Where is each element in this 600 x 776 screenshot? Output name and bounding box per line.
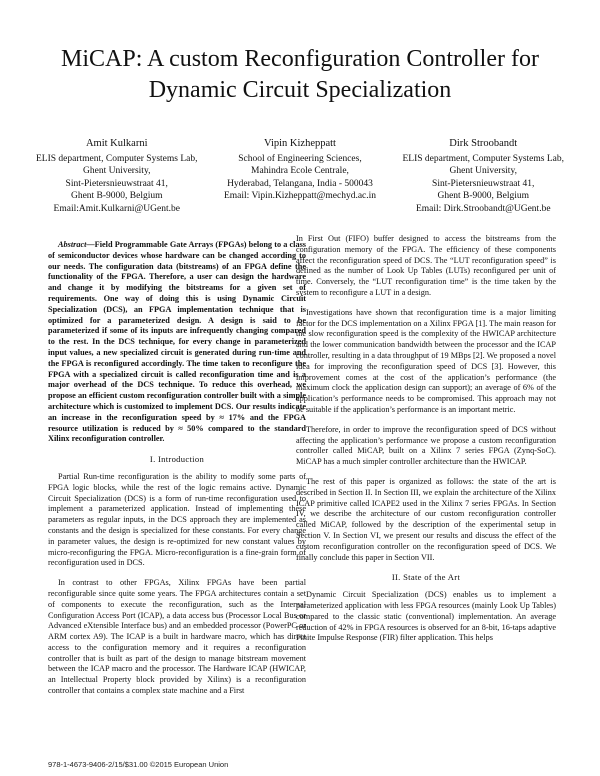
affiliation-line: Sint-Pietersnieuwstraat 41, [432,178,535,189]
section-heading-state-of-the-art: II. State of the Art [391,572,461,583]
author-1 [36,138,197,216]
abstract-text: Field Programmable Gate Arrays (FPGAs) belong to a class of semiconductor devices whose hardware can be changed according to our needs. The configuration data (bitstreams) of an FPGA define the functionality of the FPGA. Therefore, a user can design the hardware and change it by modifying the bitstreams for a given set of requirements. One way of doing this is using Dynamic Circuit Specialization (DCS), an FPGA implementation technique that is optimized for a parameterized design. A design is said to be parameterized if some of its inputs are infrequently changing compared to the rest. In the DCS technique, for every change in parameterized input values, a new specialized circuit is generated during run-time and the FPGA is reconfigured accordingly. The time taken to reconfigure the FPGA with a specialized circuit is called reconfiguration time and is a major overhead of the DCS technique. To reduce this overhead, we propose an efficient custom reconfiguration controller built with a simple architecture which is customized to implement DCS. Our results indicate an increase in the reconfiguration speed by ≈ 17% and the FPGA resource utilization is reduced by ≈ 50% compared to the standard Xilinx reconfiguration controller. [48,240,306,444]
author-name: Dirk Stroobandt [449,138,518,149]
author-email: Email:Amit.Kulkarni@UGent.be [53,203,180,214]
affiliation-line: Ghent University, [83,166,151,177]
affiliation-line: ELIS department, Computer Systems Lab, [36,153,198,164]
author-email: Email: Vipin.Kizheppatt@mechyd.ac.in [223,191,377,202]
paper-title [40,44,560,106]
author-block [36,138,564,216]
affiliation-line: Ghent University, [449,166,517,177]
affiliation-line: Mahindra Ecole Centrale, [251,166,349,177]
paragraph: The rest of this paper is organized as follows: the state of the art is described in Section II. In Section III, we explain the architecture of the Xilinx ICAP primitive called ICAPE2 used in the Xilinx 7 series FPGAs. In Section IV, we describe the architecture of our custom reconfiguration controller called MiCAP, followed by the description of the experimental setup in Section V. In Section VI, we present our results and discuss the effect of the custom reconfiguration controller on the reconfiguration speed of DCS. We finally conclude this paper in Section VII. [296,476,557,562]
paragraph: In contrast to other FPGAs, Xilinx FPGAs have been partial reconfigurable since quite some years. The FPGA architectures contain a set of components to execute the reconfiguration, such as the Internal Configuration Access Port (ICAP), a data access bus (Processor Local Bus or Advanced eXtensible Interface bus) and an embedded processor (PowerPC or ARM cortex A9). The ICAP is a built in hardware macro, which has direct access to the configuration memory and it requires a reconfiguration controller that is built as part of the design to manage bitstream movement between the ICAP macro and the processor. The Hardware ICAP (HWICAP, an Intellectual Property block provided by Xilinx) is a reconfiguration controller that contains a complex state machine and a First [48,578,306,696]
right-column [296,234,556,653]
paragraph: Partial Run-time reconfiguration is the ability to modify some parts of FPGA logic blocks, while the rest of the logic remains active. Dynamic Circuit Specialization (DCS) is a form of run-time reconfiguration used to implement a parameterized application. Instead of implementing these parameters as regular inputs, in the DCS approach they are implemented as constants and the design is specialized for these constants. For every change in parameter values, the design is re-optimized for new constant values by micro-reconfiguring the FPGA. Micro-reconfiguration is a fine-grain form of reconfiguration used in DCS. [48,471,306,568]
affiliation-line: Ghent B-9000, Belgium [70,191,163,202]
author-name: Amit Kulkarni [85,138,148,149]
affiliation-line: Sint-Pietersnieuwstraat 41, [65,178,168,189]
left-column [48,240,306,706]
author-name: Vipin Kizheppatt [264,138,336,149]
affiliation-line: ELIS department, Computer Systems Lab, [402,153,564,164]
title-line-2: Dynamic Circuit Specialization [148,77,452,103]
abstract-label: Abstract— [58,240,95,249]
paragraph: Dynamic Circuit Specialization (DCS) enables us to implement a parameterized application with less FPGA resources (mainly Look Up Tables) compared to the classic static (conventional) implementation. An average reduction of 42% in FPGA resources is observed for an 8-bit, 16-taps adaptive Finite Impulse Response (FIR) filter application. This helps [296,590,556,643]
affiliation-line: Ghent B-9000, Belgium [437,191,530,202]
author-email: Email: Dirk.Stroobandt@UGent.be [415,203,551,214]
affiliation-line: Hyderabad, Telangana, India - 500043 [227,178,373,189]
copyright-footer: 978-1-4673-9406-2/15/$31.00 ©2015 European Union [48,760,229,769]
paragraph: Investigations have shown that reconfiguration time is a major limiting factor for the DCS implementation on a Xilinx FPGA [1]. The main reason for the slow reconfiguration speed is the complexity of the HWICAP architecture and the lower communication bandwidth between the processor and the ICAP controller, resulting in a data throughput of 19 MBps [2]. We proposed a novel idea for improving the reconfiguration speed of DCS [3]. However, this improvement comes at the cost of the application’s performance (the maximum clock the application design can support); an average of 6% of the application’s performance needs to be compromised. This approach may not be suitable if the application’s performance is an important metric. [296,307,556,414]
paragraph: In First Out (FIFO) buffer designed to access the bitstreams from the configuration memory of the FPGA. The efficiency of these components affect the reconfiguration speed of DCS. The “LUT reconfiguration speed” is defined as the number of Look Up Tables (LUTs) reconfigured per unit of time. Conversely, the “LUT reconfiguration time” is the time taken by the system to reconfigure a LUT in a design. [296,234,556,297]
affiliation-line: School of Engineering Sciences, [238,153,362,164]
author-3 [403,138,564,216]
title-line-1: MiCAP: A custom Reconfiguration Controller for [61,46,539,72]
paragraph: Therefore, in order to improve the reconfiguration speed of DCS without affecting the application’s performance we propose a custom reconfiguration controller called MiCAP, built on a Xilinx 7 series FPGA (Zynq-SoC). MiCAP has a much simpler controller architecture than the HWICAP. [296,424,556,467]
author-2 [224,138,376,216]
abstract [48,240,306,445]
section-heading-introduction: I. Introduction [149,454,205,465]
